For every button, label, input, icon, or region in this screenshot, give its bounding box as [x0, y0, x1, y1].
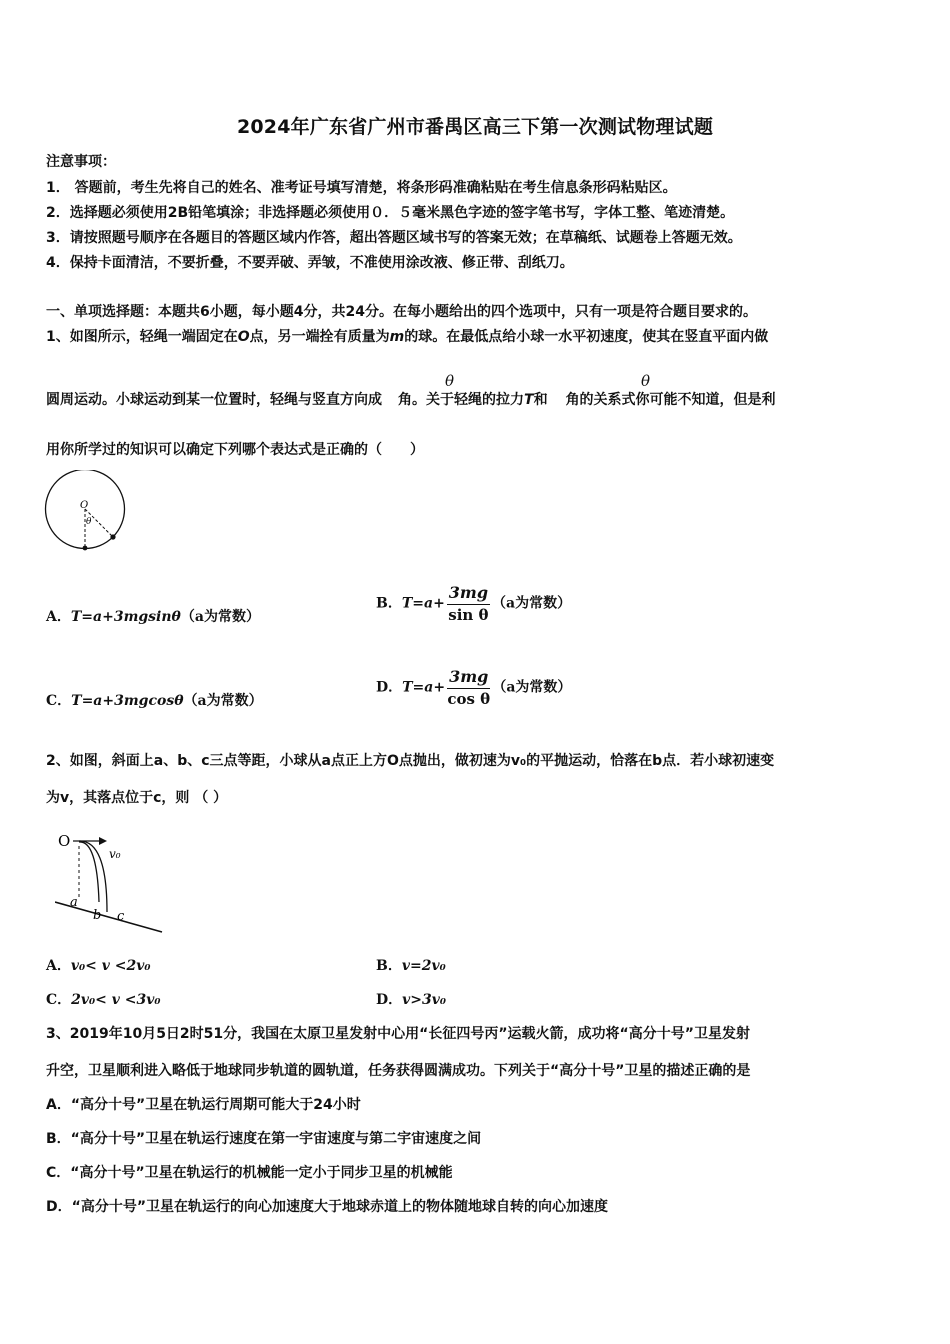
figure-label-a: a [70, 895, 78, 910]
notice-item-2: 2．选择题必须使用2B铅笔填涂；非选择题必须使用０．５毫米黑色字迹的签字笔书写，字体工整、笔迹清楚。 [46, 205, 735, 221]
figure-label-c: c [117, 909, 125, 924]
q2-option-a[interactable]: A．v₀< v <2v₀ [46, 958, 151, 974]
q2-option-c[interactable]: C．2v₀< v <3v₀ [46, 992, 161, 1008]
q3-option-a[interactable]: A．“高分十号”卫星在轨运行周期可能大于24小时 [46, 1097, 361, 1113]
q2-projectile-figure [55, 828, 167, 940]
notice-item-4: 4．保持卡面清洁，不要折叠，不要弄破、弄皱，不准使用涂改液、修正带、刮纸刀。 [46, 255, 574, 271]
figure-label-O: O [80, 500, 89, 511]
q1-option-a[interactable]: A．T=a+3mgsinθ（a为常数） [46, 609, 260, 625]
lowest-point-dot [83, 546, 88, 551]
notice-item-3: 3．请按照题号顺序在各题目的答题区域内作答，超出答题区域书写的答案无效；在草稿纸、试题卷上答题无效。 [46, 230, 742, 246]
q2-option-d[interactable]: D．v>3v₀ [376, 992, 447, 1008]
trajectory-outer [79, 841, 107, 912]
q3-option-c[interactable]: C．“高分十号”卫星在轨运行的机械能一定小于同步卫星的机械能 [46, 1165, 453, 1181]
q2-option-b[interactable]: B．v=2v₀ [376, 958, 446, 974]
q1-theta-symbol-1: θ [445, 372, 455, 390]
q1-circle-figure [40, 470, 136, 560]
q1-line-2: 圆周运动。小球运动到某一位置时，轻绳与竖直方向成 角。关于轻绳的拉力T和 角的关系式你可能不知道，但是利 [46, 392, 776, 408]
q1-theta-symbol-2: θ [641, 372, 651, 390]
q3-line-2: 升空，卫星顺利进入略低于地球同步轨道的圆轨道，任务获得圆满成功。下列关于“高分十号”卫星的描述正确的是 [46, 1063, 751, 1079]
q1-line-1: 1、如图所示，轻绳一端固定在O点，另一端拴有质量为m的球。在最低点给小球一水平初速度，使其在竖直平面内做 [46, 329, 769, 345]
figure-label-b: b [93, 908, 102, 923]
ball-dot [110, 534, 115, 539]
q1-option-b-fraction: $\frac{3mg}{\text{sin θ}}$ [448, 583, 489, 624]
figure-label-theta: θ [86, 517, 92, 527]
velocity-arrowhead [99, 837, 107, 845]
page-title: 2024年广东省广州市番禺区高三下第一次测试物理试题 [236, 116, 714, 138]
q3-option-b[interactable]: B．“高分十号”卫星在轨运行速度在第一宇宙速度与第二宇宙速度之间 [46, 1131, 482, 1147]
q1-line-3: 用你所学过的知识可以确定下列哪个表达式是正确的（ ） [46, 442, 424, 458]
q3-option-d[interactable]: D．“高分十号”卫星在轨运行的向心加速度大于地球赤道上的物体随地球自转的向心加速度 [46, 1199, 609, 1215]
notice-item-1: 1． 答题前，考生先将自己的姓名、准考证号填写清楚，将条形码准确粘贴在考生信息条形码粘贴区。 [46, 180, 677, 196]
q1-option-d[interactable]: D．T=a+ $\frac{3mg}{\text{cos θ}}$ （a为常数） [376, 667, 572, 708]
q2-line-1: 2、如图，斜面上a、b、c三点等距，小球从a点正上方O点抛出，做初速为v₀的平抛运动，恰落在b点．若小球初速变 [46, 753, 775, 769]
notice-heading: 注意事项： [46, 154, 116, 170]
figure-label-O: O [58, 832, 71, 850]
section-heading: 一、单项选择题：本题共6小题，每小题4分，共24分。在每小题给出的四个选项中，只有一项是符合题目要求的。 [46, 304, 757, 320]
q1-option-c[interactable]: C．T=a+3mgcosθ（a为常数） [46, 693, 263, 709]
q3-line-1: 3、2019年10月5日2时51分，我国在太原卫星发射中心用“长征四号丙”运载火箭，成功将“高分十号”卫星发射 [46, 1026, 750, 1042]
q1-option-b[interactable]: B．T=a+ $\frac{3mg}{\text{sin θ}}$ （a为常数） [376, 583, 572, 624]
q1-option-d-fraction: $\frac{3mg}{\text{cos θ}}$ [447, 667, 491, 708]
figure-label-v0: v₀ [109, 847, 121, 861]
q2-line-2: 为v，其落点位于c，则 （ ） [46, 790, 228, 806]
